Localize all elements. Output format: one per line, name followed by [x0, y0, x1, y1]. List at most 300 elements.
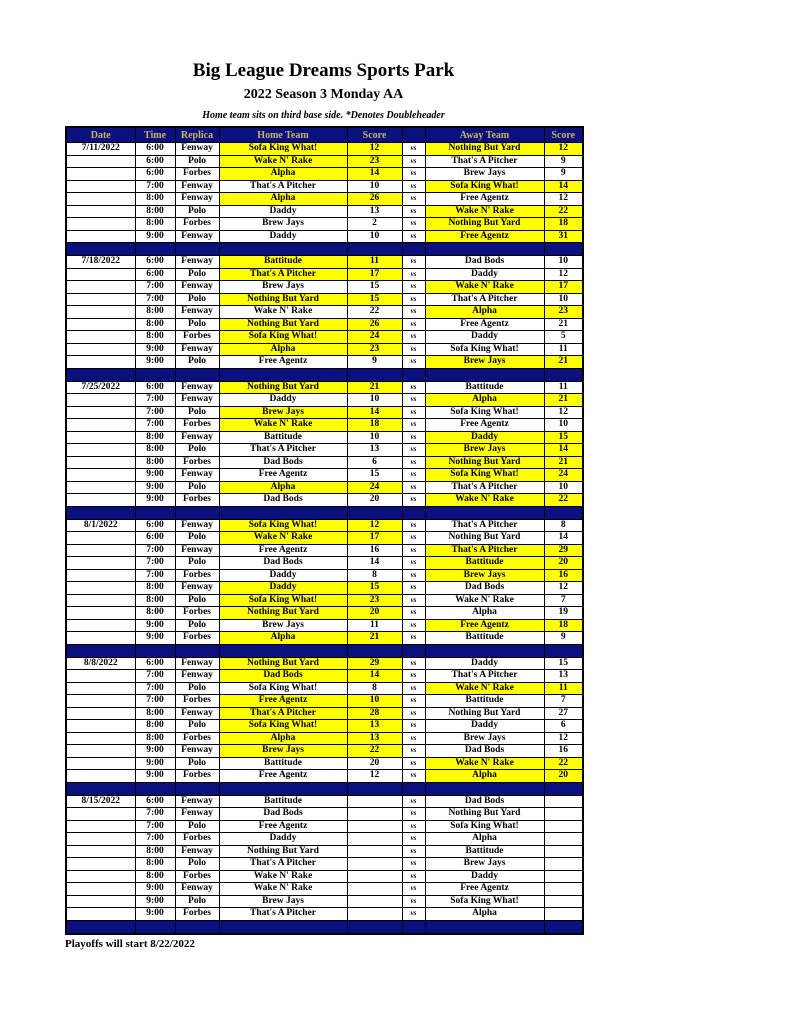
away-team-cell: That's A Pitcher — [425, 293, 544, 306]
vs-cell: vs — [402, 795, 425, 808]
away-score-cell: 6 — [544, 720, 583, 733]
home-score-cell: 14 — [347, 670, 402, 683]
away-team-cell: Alpha — [425, 833, 544, 846]
time-cell: 7:00 — [135, 544, 175, 557]
vs-cell: vs — [402, 381, 425, 394]
replica-cell: Fenway — [175, 808, 219, 821]
date-cell — [66, 481, 135, 494]
home-team-cell: Daddy — [219, 230, 347, 243]
separator-cell — [219, 506, 347, 519]
game-row — [66, 481, 583, 494]
week-separator-row — [66, 782, 583, 795]
separator-cell — [544, 920, 583, 934]
game-row — [66, 155, 583, 168]
separator-cell — [347, 506, 402, 519]
home-team-cell: Brew Jays — [219, 619, 347, 632]
away-team-cell: Wake N' Rake — [425, 205, 544, 218]
replica-cell: Polo — [175, 720, 219, 733]
home-score-cell: 20 — [347, 757, 402, 770]
separator-cell — [402, 506, 425, 519]
away-team-cell: Battitude — [425, 557, 544, 570]
time-cell: 6:00 — [135, 155, 175, 168]
replica-cell: Polo — [175, 858, 219, 871]
away-team-cell: Battitude — [425, 381, 544, 394]
away-team-cell: Wake N' Rake — [425, 757, 544, 770]
replica-cell: Fenway — [175, 883, 219, 896]
home-score-cell: 14 — [347, 168, 402, 181]
game-row — [66, 594, 583, 607]
away-team-cell: Brew Jays — [425, 732, 544, 745]
away-score-cell: 12 — [544, 193, 583, 206]
vs-cell: vs — [402, 833, 425, 846]
vs-cell: vs — [402, 456, 425, 469]
col-header-replica: Replica — [175, 127, 219, 143]
home-score-cell: 20 — [347, 607, 402, 620]
away-team-cell: Alpha — [425, 394, 544, 407]
replica-cell: Polo — [175, 557, 219, 570]
vs-cell: vs — [402, 845, 425, 858]
separator-cell — [402, 368, 425, 381]
time-cell: 8:00 — [135, 607, 175, 620]
away-team-cell: Alpha — [425, 770, 544, 783]
away-score-cell — [544, 845, 583, 858]
time-cell: 8:00 — [135, 858, 175, 871]
game-row — [66, 394, 583, 407]
replica-cell: Fenway — [175, 230, 219, 243]
separator-cell — [347, 243, 402, 256]
game-row — [66, 519, 583, 532]
replica-cell: Fenway — [175, 381, 219, 394]
replica-cell: Fenway — [175, 256, 219, 269]
time-cell: 7:00 — [135, 808, 175, 821]
time-cell: 6:00 — [135, 256, 175, 269]
time-cell: 7:00 — [135, 406, 175, 419]
home-team-cell: Sofa King What! — [219, 519, 347, 532]
away-score-cell: 21 — [544, 318, 583, 331]
replica-cell: Fenway — [175, 582, 219, 595]
home-score-cell: 12 — [347, 770, 402, 783]
away-score-cell — [544, 883, 583, 896]
date-cell — [66, 557, 135, 570]
time-cell: 9:00 — [135, 757, 175, 770]
game-row — [66, 858, 583, 871]
home-score-cell: 23 — [347, 155, 402, 168]
vs-cell: vs — [402, 607, 425, 620]
home-score-cell: 2 — [347, 218, 402, 231]
replica-cell: Forbes — [175, 218, 219, 231]
replica-cell: Polo — [175, 406, 219, 419]
date-cell — [66, 469, 135, 482]
game-row — [66, 193, 583, 206]
home-score-cell: 15 — [347, 293, 402, 306]
home-team-cell: Free Agentz — [219, 544, 347, 557]
away-score-cell: 7 — [544, 695, 583, 708]
separator-cell — [135, 243, 175, 256]
game-row — [66, 845, 583, 858]
date-cell — [66, 230, 135, 243]
home-team-cell: Wake N' Rake — [219, 883, 347, 896]
vs-cell: vs — [402, 544, 425, 557]
home-team-cell: Alpha — [219, 632, 347, 645]
away-team-cell: Brew Jays — [425, 858, 544, 871]
away-score-cell: 5 — [544, 331, 583, 344]
home-score-cell: 14 — [347, 406, 402, 419]
replica-cell: Fenway — [175, 143, 219, 156]
time-cell: 7:00 — [135, 419, 175, 432]
home-score-cell: 12 — [347, 519, 402, 532]
time-cell: 9:00 — [135, 481, 175, 494]
away-score-cell: 9 — [544, 155, 583, 168]
home-score-cell: 24 — [347, 331, 402, 344]
away-team-cell: Dad Bods — [425, 745, 544, 758]
away-team-cell: Sofa King What! — [425, 820, 544, 833]
replica-cell: Forbes — [175, 569, 219, 582]
away-score-cell — [544, 908, 583, 921]
time-cell: 8:00 — [135, 218, 175, 231]
separator-cell — [219, 782, 347, 795]
replica-cell: Forbes — [175, 331, 219, 344]
game-row — [66, 406, 583, 419]
away-score-cell: 29 — [544, 544, 583, 557]
game-row — [66, 883, 583, 896]
replica-cell: Polo — [175, 444, 219, 457]
separator-cell — [425, 506, 544, 519]
replica-cell: Fenway — [175, 281, 219, 294]
game-row — [66, 732, 583, 745]
date-cell — [66, 193, 135, 206]
time-cell: 8:00 — [135, 431, 175, 444]
time-cell: 6:00 — [135, 268, 175, 281]
date-cell — [66, 306, 135, 319]
away-team-cell: Free Agentz — [425, 318, 544, 331]
separator-cell — [425, 644, 544, 657]
date-cell — [66, 707, 135, 720]
replica-cell: Forbes — [175, 695, 219, 708]
separator-cell — [175, 506, 219, 519]
home-score-cell: 10 — [347, 394, 402, 407]
date-cell — [66, 695, 135, 708]
away-score-cell: 11 — [544, 682, 583, 695]
replica-cell: Fenway — [175, 306, 219, 319]
game-row — [66, 707, 583, 720]
game-row — [66, 306, 583, 319]
home-score-cell: 13 — [347, 720, 402, 733]
home-team-cell: Alpha — [219, 343, 347, 356]
vs-cell: vs — [402, 757, 425, 770]
separator-cell — [425, 920, 544, 934]
home-score-cell: 8 — [347, 682, 402, 695]
home-team-cell: Sofa King What! — [219, 594, 347, 607]
away-team-cell: Sofa King What! — [425, 343, 544, 356]
col-header-time: Time — [135, 127, 175, 143]
away-team-cell: Sofa King What! — [425, 469, 544, 482]
vs-cell: vs — [402, 707, 425, 720]
home-score-cell: 12 — [347, 143, 402, 156]
home-score-cell: 13 — [347, 444, 402, 457]
replica-cell: Fenway — [175, 469, 219, 482]
home-team-cell: Daddy — [219, 205, 347, 218]
vs-cell: vs — [402, 306, 425, 319]
time-cell: 8:00 — [135, 193, 175, 206]
separator-cell — [544, 368, 583, 381]
away-score-cell: 24 — [544, 469, 583, 482]
vs-cell: vs — [402, 883, 425, 896]
game-row — [66, 419, 583, 432]
home-team-cell: Dad Bods — [219, 456, 347, 469]
home-team-cell: That's A Pitcher — [219, 268, 347, 281]
replica-cell: Polo — [175, 155, 219, 168]
vs-cell: vs — [402, 218, 425, 231]
home-team-cell: Dad Bods — [219, 557, 347, 570]
separator-cell — [175, 782, 219, 795]
separator-cell — [544, 506, 583, 519]
replica-cell: Fenway — [175, 193, 219, 206]
away-team-cell: Daddy — [425, 268, 544, 281]
time-cell: 7:00 — [135, 569, 175, 582]
separator-cell — [402, 243, 425, 256]
home-team-cell: Nothing But Yard — [219, 318, 347, 331]
replica-cell: Fenway — [175, 707, 219, 720]
away-team-cell: Dad Bods — [425, 256, 544, 269]
home-score-cell: 23 — [347, 343, 402, 356]
home-team-cell: Sofa King What! — [219, 720, 347, 733]
home-team-cell: Sofa King What! — [219, 682, 347, 695]
separator-cell — [425, 782, 544, 795]
date-cell — [66, 569, 135, 582]
away-team-cell: Wake N' Rake — [425, 594, 544, 607]
home-team-cell: Brew Jays — [219, 218, 347, 231]
away-team-cell: Alpha — [425, 607, 544, 620]
replica-cell: Forbes — [175, 456, 219, 469]
home-team-cell: Brew Jays — [219, 745, 347, 758]
vs-cell: vs — [402, 444, 425, 457]
away-score-cell: 21 — [544, 394, 583, 407]
separator-cell — [425, 243, 544, 256]
date-cell — [66, 870, 135, 883]
home-score-cell: 18 — [347, 419, 402, 432]
away-score-cell: 18 — [544, 218, 583, 231]
game-row — [66, 205, 583, 218]
time-cell: 8:00 — [135, 582, 175, 595]
time-cell: 8:00 — [135, 870, 175, 883]
vs-cell: vs — [402, 532, 425, 545]
date-cell — [66, 444, 135, 457]
date-cell — [66, 820, 135, 833]
home-team-cell: Daddy — [219, 569, 347, 582]
game-row — [66, 268, 583, 281]
home-score-cell: 13 — [347, 205, 402, 218]
game-row — [66, 745, 583, 758]
game-row — [66, 431, 583, 444]
time-cell: 8:00 — [135, 306, 175, 319]
home-score-cell: 21 — [347, 632, 402, 645]
playoffs-note: Playoffs will start 8/22/2022 — [65, 937, 195, 950]
time-cell: 8:00 — [135, 707, 175, 720]
date-cell — [66, 532, 135, 545]
separator-cell — [347, 920, 402, 934]
home-score-cell: 20 — [347, 494, 402, 507]
game-row — [66, 820, 583, 833]
replica-cell: Fenway — [175, 519, 219, 532]
time-cell: 6:00 — [135, 519, 175, 532]
away-score-cell: 19 — [544, 607, 583, 620]
away-team-cell: Sofa King What! — [425, 895, 544, 908]
vs-cell: vs — [402, 619, 425, 632]
replica-cell: Forbes — [175, 632, 219, 645]
home-team-cell: That's A Pitcher — [219, 444, 347, 457]
separator-cell — [135, 368, 175, 381]
home-team-cell: Battitude — [219, 256, 347, 269]
separator-cell — [219, 644, 347, 657]
vs-cell: vs — [402, 808, 425, 821]
away-team-cell: Battitude — [425, 632, 544, 645]
away-score-cell: 10 — [544, 293, 583, 306]
replica-cell: Polo — [175, 481, 219, 494]
away-team-cell: Battitude — [425, 695, 544, 708]
separator-cell — [66, 782, 135, 795]
time-cell: 7:00 — [135, 180, 175, 193]
separator-cell — [135, 644, 175, 657]
away-team-cell: Daddy — [425, 870, 544, 883]
time-cell: 9:00 — [135, 908, 175, 921]
home-team-cell: Nothing But Yard — [219, 293, 347, 306]
vs-cell: vs — [402, 632, 425, 645]
away-score-cell: 7 — [544, 594, 583, 607]
home-team-cell: Battitude — [219, 795, 347, 808]
separator-cell — [219, 920, 347, 934]
away-score-cell: 9 — [544, 168, 583, 181]
time-cell: 7:00 — [135, 682, 175, 695]
away-team-cell: Brew Jays — [425, 168, 544, 181]
game-row — [66, 770, 583, 783]
time-cell: 9:00 — [135, 230, 175, 243]
time-cell: 9:00 — [135, 619, 175, 632]
vs-cell: vs — [402, 268, 425, 281]
time-cell: 6:00 — [135, 532, 175, 545]
col-header-away-score: Score — [544, 127, 583, 143]
home-team-cell: That's A Pitcher — [219, 908, 347, 921]
vs-cell: vs — [402, 494, 425, 507]
away-score-cell: 14 — [544, 444, 583, 457]
home-team-cell: Brew Jays — [219, 406, 347, 419]
home-score-cell: 10 — [347, 431, 402, 444]
home-team-cell: Alpha — [219, 481, 347, 494]
away-team-cell: Wake N' Rake — [425, 281, 544, 294]
date-cell: 7/11/2022 — [66, 143, 135, 156]
game-row — [66, 456, 583, 469]
date-cell — [66, 858, 135, 871]
away-score-cell: 15 — [544, 657, 583, 670]
week-separator-row — [66, 644, 583, 657]
home-score-cell — [347, 820, 402, 833]
home-score-cell — [347, 870, 402, 883]
vs-cell: vs — [402, 469, 425, 482]
away-team-cell: Nothing But Yard — [425, 707, 544, 720]
date-cell — [66, 732, 135, 745]
home-score-cell: 15 — [347, 281, 402, 294]
date-cell — [66, 456, 135, 469]
home-team-cell: Nothing But Yard — [219, 607, 347, 620]
separator-cell — [347, 644, 402, 657]
vs-cell: vs — [402, 682, 425, 695]
vs-cell: vs — [402, 168, 425, 181]
date-cell — [66, 632, 135, 645]
replica-cell: Fenway — [175, 180, 219, 193]
away-team-cell: Brew Jays — [425, 444, 544, 457]
time-cell: 7:00 — [135, 281, 175, 294]
vs-cell: vs — [402, 293, 425, 306]
replica-cell: Forbes — [175, 419, 219, 432]
schedule-table-body — [66, 143, 583, 934]
away-team-cell: Daddy — [425, 431, 544, 444]
date-cell — [66, 607, 135, 620]
away-team-cell: Free Agentz — [425, 619, 544, 632]
time-cell: 9:00 — [135, 745, 175, 758]
time-cell: 9:00 — [135, 356, 175, 369]
time-cell: 9:00 — [135, 343, 175, 356]
vs-cell: vs — [402, 281, 425, 294]
away-score-cell: 23 — [544, 306, 583, 319]
time-cell: 7:00 — [135, 557, 175, 570]
separator-cell — [66, 368, 135, 381]
away-score-cell — [544, 808, 583, 821]
replica-cell: Fenway — [175, 657, 219, 670]
vs-cell: vs — [402, 230, 425, 243]
home-score-cell: 22 — [347, 745, 402, 758]
home-score-cell: 14 — [347, 557, 402, 570]
game-row — [66, 494, 583, 507]
vs-cell: vs — [402, 657, 425, 670]
home-team-cell: Brew Jays — [219, 895, 347, 908]
separator-cell — [175, 368, 219, 381]
date-cell — [66, 720, 135, 733]
game-row — [66, 695, 583, 708]
replica-cell: Polo — [175, 268, 219, 281]
replica-cell: Polo — [175, 619, 219, 632]
replica-cell: Forbes — [175, 168, 219, 181]
replica-cell: Forbes — [175, 732, 219, 745]
vs-cell: vs — [402, 582, 425, 595]
replica-cell: Polo — [175, 318, 219, 331]
away-score-cell — [544, 820, 583, 833]
time-cell: 8:00 — [135, 331, 175, 344]
date-cell — [66, 205, 135, 218]
date-cell: 7/18/2022 — [66, 256, 135, 269]
vs-cell: vs — [402, 745, 425, 758]
away-team-cell: Battitude — [425, 845, 544, 858]
home-score-cell: 10 — [347, 695, 402, 708]
away-team-cell: Free Agentz — [425, 193, 544, 206]
replica-cell: Fenway — [175, 394, 219, 407]
time-cell: 8:00 — [135, 845, 175, 858]
vs-cell: vs — [402, 670, 425, 683]
separator-cell — [347, 782, 402, 795]
time-cell: 8:00 — [135, 205, 175, 218]
away-team-cell: That's A Pitcher — [425, 544, 544, 557]
game-row — [66, 293, 583, 306]
time-cell: 9:00 — [135, 883, 175, 896]
game-row — [66, 180, 583, 193]
away-score-cell — [544, 870, 583, 883]
home-score-cell: 22 — [347, 306, 402, 319]
away-score-cell: 21 — [544, 356, 583, 369]
date-cell — [66, 883, 135, 896]
date-cell — [66, 670, 135, 683]
vs-cell: vs — [402, 720, 425, 733]
date-cell — [66, 406, 135, 419]
away-team-cell: Dad Bods — [425, 582, 544, 595]
col-header-home-team: Home Team — [219, 127, 347, 143]
